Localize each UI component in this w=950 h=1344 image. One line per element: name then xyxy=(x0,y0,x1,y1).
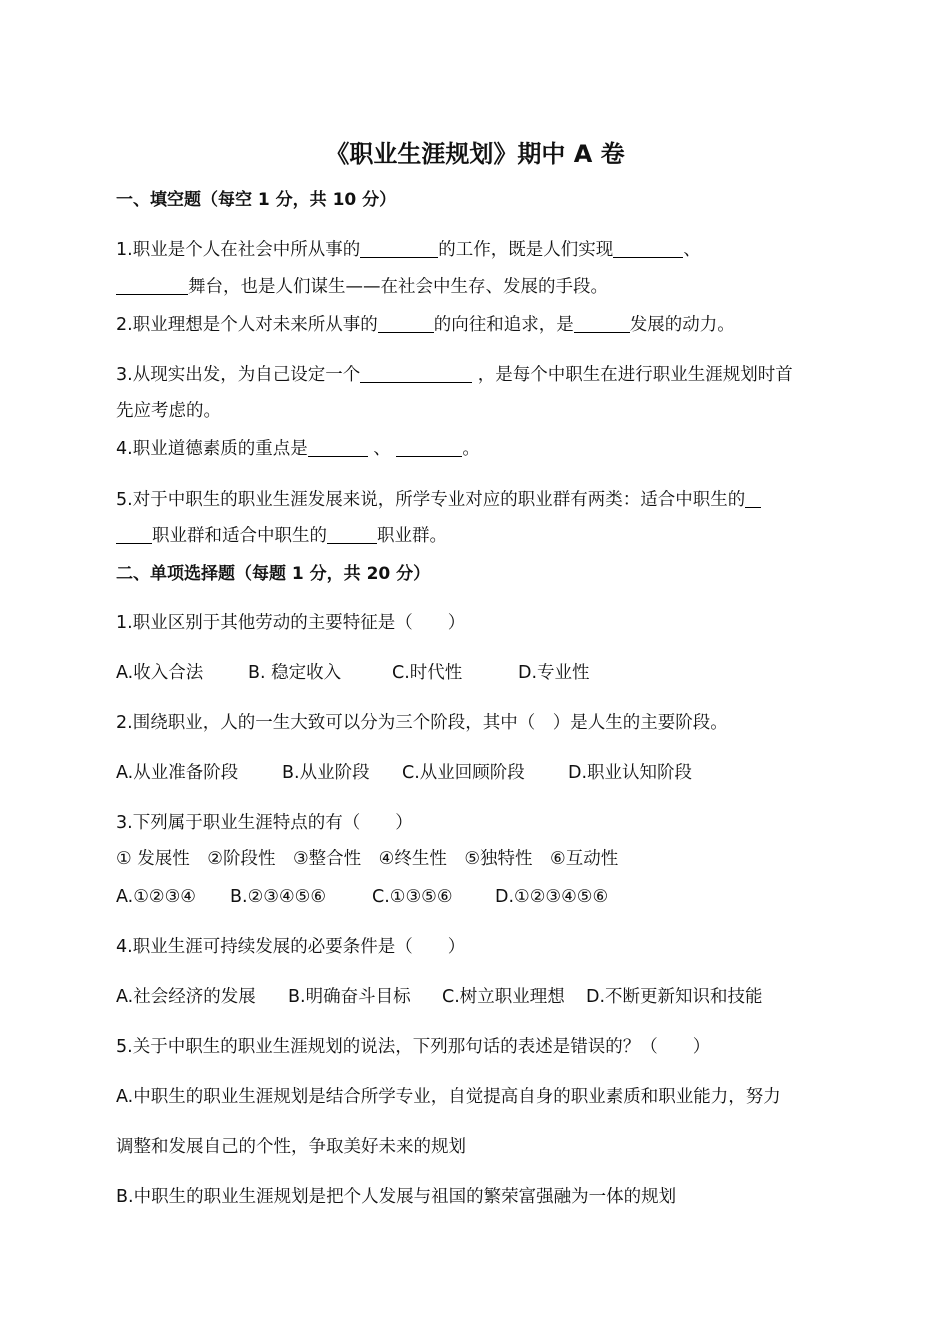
option-c[interactable]: C.从业回顾阶段 xyxy=(402,763,525,783)
section1-heading: 一、填空题（每空 1 分，共 10 分） xyxy=(116,190,397,210)
answer-blank[interactable] xyxy=(308,438,368,457)
option-d[interactable]: D.①②③④⑤⑥ xyxy=(495,887,609,907)
option-b[interactable]: B.②③④⑤⑥ xyxy=(230,887,327,907)
mc-q1-stem: 1.职业区别于其他劳动的主要特征是（ ） xyxy=(116,613,466,633)
answer-blank[interactable] xyxy=(116,276,188,295)
option-d[interactable]: D.职业认知阶段 xyxy=(568,763,693,783)
mc-q3-items: ① 发展性 ②阶段性 ③整合性 ④终生性 ⑤独特性 ⑥互动性 xyxy=(116,849,619,869)
option-b[interactable]: B.从业阶段 xyxy=(282,763,370,783)
mc-q2-stem: 2.围绕职业，人的一生大致可以分为三个阶段，其中（ ）是人生的主要阶段。 xyxy=(116,713,728,733)
option-c[interactable]: C.树立职业理想 xyxy=(442,987,565,1007)
fill-q3-line2: 先应考虑的。 xyxy=(116,401,221,421)
option-b[interactable]: B.明确奋斗目标 xyxy=(288,987,411,1007)
fill-q3-line1: 3.从现实出发，为自己设定一个 ，是每个中职生在进行职业生涯规划时首 xyxy=(116,365,793,385)
section2-heading: 二、单项选择题（每题 1 分，共 20 分） xyxy=(116,564,431,584)
option-d[interactable]: D.不断更新知识和技能 xyxy=(586,987,763,1007)
answer-blank[interactable] xyxy=(378,314,434,333)
answer-blank[interactable] xyxy=(360,364,472,383)
option-a[interactable]: A.收入合法 xyxy=(116,663,204,683)
fill-q5-line2: 职业群和适合中职生的 职业群。 xyxy=(116,524,846,548)
fill-q2: 2.职业理想是个人对未来所从事的 的向往和追求，是 发展的动力。 xyxy=(116,315,735,335)
answer-blank[interactable] xyxy=(574,314,630,333)
option-a[interactable]: A.从业准备阶段 xyxy=(116,763,239,783)
option-c[interactable]: C.时代性 xyxy=(392,663,463,683)
answer-blank[interactable] xyxy=(745,489,761,508)
mc-q4-options xyxy=(116,985,846,1009)
answer-blank[interactable] xyxy=(360,239,438,258)
option-d[interactable]: D.专业性 xyxy=(518,663,590,683)
exam-title: 《职业生涯规划》期中 A 卷 xyxy=(325,140,625,168)
mc-q1-options xyxy=(116,661,846,685)
fill-q4: 4.职业道德素质的重点是 、 。 xyxy=(116,439,480,459)
mc-q2-options xyxy=(116,761,846,785)
answer-blank[interactable] xyxy=(613,239,683,258)
fill-q5-line1: 5.对于中职生的职业生涯发展来说，所学专业对应的职业群有两类：适合中职生的 xyxy=(116,488,846,512)
mc-q5-option-a-line2[interactable]: 调整和发展自己的个性，争取美好未来的规划 xyxy=(116,1137,466,1157)
mc-q5-option-a-line1[interactable]: A.中职生的职业生涯规划是结合所学专业，自觉提高自身的职业素质和职业能力，努力 xyxy=(116,1087,781,1107)
option-a[interactable]: A.①②③④ xyxy=(116,887,196,907)
option-b[interactable]: B. 稳定收入 xyxy=(248,663,342,683)
answer-blank[interactable] xyxy=(327,525,377,544)
fill-q1-line1: 1.职业是个人在社会中所从事的 的工作，既是人们实现 、 xyxy=(116,240,701,260)
option-c[interactable]: C.①③⑤⑥ xyxy=(372,887,453,907)
fill-q1-line2: 舞台，也是人们谋生——在社会中生存、发展的手段。 xyxy=(116,275,846,299)
mc-q5-option-b[interactable]: B.中职生的职业生涯规划是把个人发展与祖国的繁荣富强融为一体的规划 xyxy=(116,1187,677,1207)
mc-q4-stem: 4.职业生涯可持续发展的必要条件是（ ） xyxy=(116,937,466,957)
answer-blank[interactable] xyxy=(396,438,462,457)
answer-blank[interactable] xyxy=(116,525,152,544)
mc-q3-options xyxy=(116,885,846,909)
mc-q3-stem: 3.下列属于职业生涯特点的有（ ） xyxy=(116,813,413,833)
option-a[interactable]: A.社会经济的发展 xyxy=(116,987,256,1007)
mc-q5-stem: 5.关于中职生的职业生涯规划的说法，下列那句话的表述是错误的？（ ） xyxy=(116,1037,711,1057)
